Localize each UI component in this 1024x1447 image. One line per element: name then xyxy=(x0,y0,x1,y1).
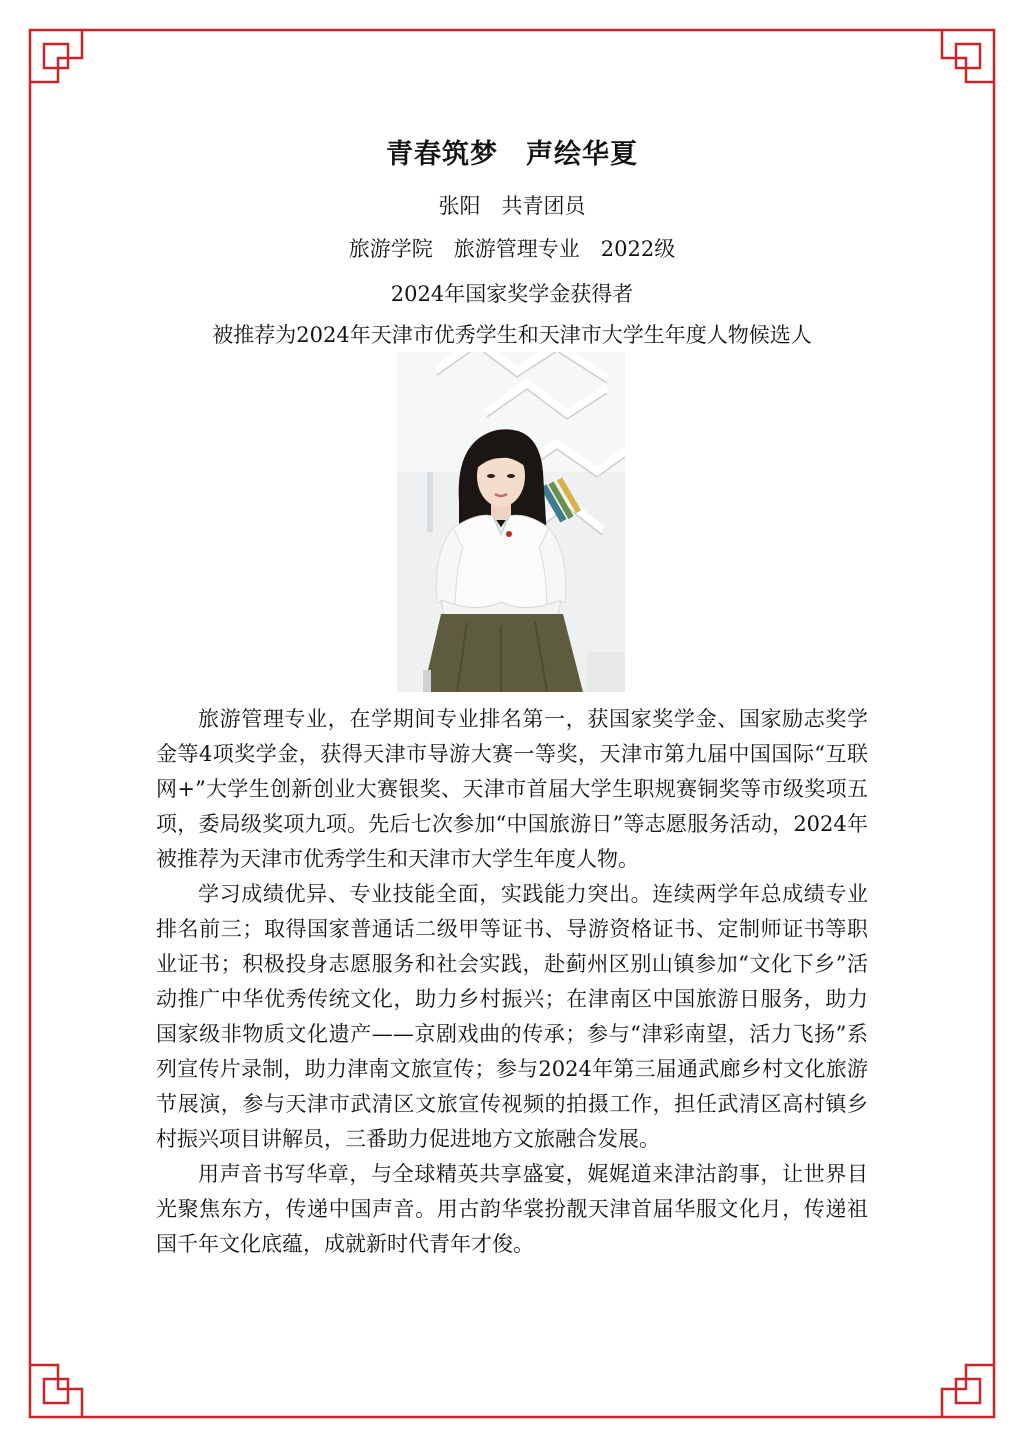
paragraph-voice: 用声音书写华章，与全球精英共享盛宴，娓娓道来津沽韵事，让世界目光聚焦东方，传递中国声音。用古韵华裳扮靓天津首届华服文化月，传递祖国千年文化底蕴，成就新时代青年才俊。 xyxy=(156,1162,868,1256)
paragraph-practice: 学习成绩优异、专业技能全面，实践能力突出。连续两学年总成绩专业排名前三；取得国家普通话二级甲等证书、导游资格证书、定制师证书等职业证书；积极投身志愿服务和社会实践，赴蓟州区别山镇参加“文化下乡”活动推广中华优秀传统文化，助力乡村振兴；在津南区中国旅游日服务，助力国家级非物质文化遗产——京剧戏曲的传承；参与“津彩南望，活力飞扬”系列宣传片录制，助力津南文旅宣传；参与2024年第三届通武廊乡村文化旅游节展演，参与天津市武清区文旅宣传视频的拍摄工作，担任武清区高村镇乡村振兴项目讲解员，三番助力促进地方文旅融合发展。 xyxy=(156,882,868,1151)
college-major-line: 旅游学院 旅游管理专业 2022级 xyxy=(348,237,676,261)
award-line: 2024年国家奖学金获得者 xyxy=(390,282,634,306)
portrait-photo xyxy=(397,352,625,692)
paragraph-achievements: 旅游管理专业，在学期间专业排名第一，获国家奖学金、国家励志奖学金等4项奖学金，获得天津市导游大赛一等奖，天津市第九届中国国际“互联网+”大学生创新创业大赛银奖、天津市首届大学生职规赛铜奖等市级奖项五项，委局级奖项九项。先后七次参加“中国旅游日”等志愿服务活动，2024年被推荐为天津市优秀学生和天津市大学生年度人物。 xyxy=(156,707,868,871)
page-title: 青春筑梦 声绘华夏 xyxy=(386,139,638,170)
body-text xyxy=(156,702,868,1262)
student-name-line: 张阳 共青团员 xyxy=(438,194,586,218)
nominee-line: 被推荐为2024年天津市优秀学生和天津市大学生年度人物候选人 xyxy=(212,323,812,347)
